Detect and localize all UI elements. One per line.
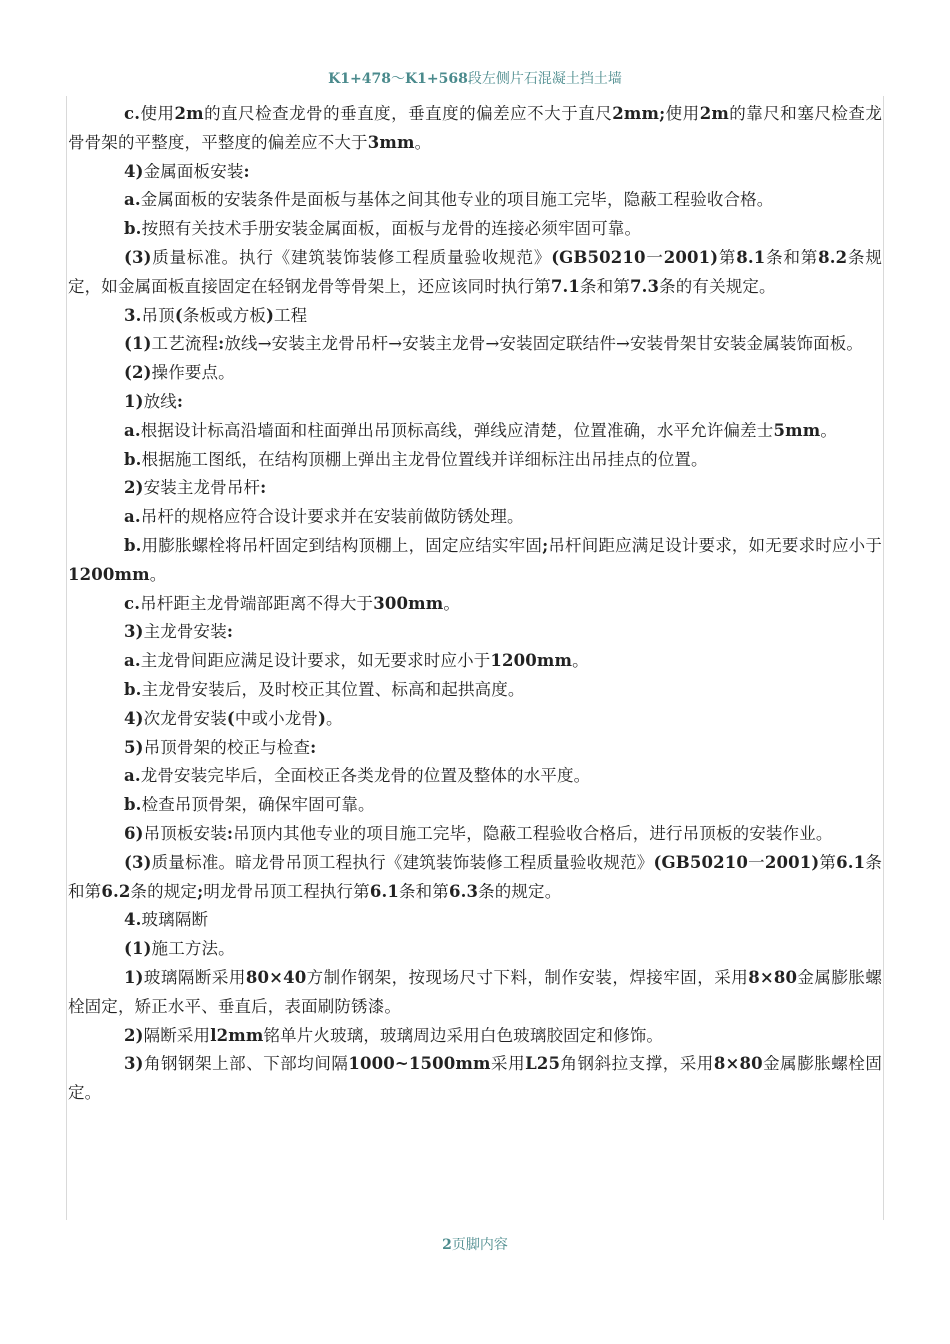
paragraph: (3)质量标准。暗龙骨吊顶工程执行《建筑装饰装修工程质量验收规范》(GB50210一2001)第6.1条和第6.2条的规定;明龙骨吊顶工程执行第6.1条和第6.3条的规定。 [68,852,882,901]
paragraph: b.按照有关技术手册安装金属面板，面板与龙骨的连接必须牢固可靠。 [124,219,642,239]
page-header [0,68,950,88]
paragraph: (3)质量标准。执行《建筑装饰装修工程质量验收规范》(GB50210一2001)第8.1条和第8.2条规定，如金属面板直接固定在轻钢龙骨等骨架上，还应该同时执行第7.1条和第7.3条的有关规定。 [68,247,883,296]
paragraph: (1)工艺流程:放线→安装主龙骨吊杆→安装主龙骨→安装固定联结件→安装骨架甘安装金属装饰面板。 [124,334,864,354]
paragraph: 5)吊顶骨架的校正与检查: [124,737,317,757]
header-title: K1+478～K1+568段左侧片石混凝土挡土墙 [328,71,622,87]
paragraph: 3)角钢钢架上部、下部均间隔1000~1500mm采用L25角钢斜拉支撑，采用8×80金属膨胀螺栓固定。 [68,1054,882,1103]
paragraph: c.吊杆距主龙骨端部距离不得大于300mm。 [124,593,460,613]
paragraph: a.龙骨安装完毕后，全面校正各类龙骨的位置及整体的水平度。 [124,766,591,786]
paragraph: 3)主龙骨安装: [124,622,234,642]
paragraph: 4.玻璃隔断 [124,910,209,930]
paragraph: (1)施工方法。 [124,939,235,959]
paragraph: a.主龙骨间距应满足设计要求，如无要求时应小于1200mm。 [124,651,589,671]
paragraph: a.吊杆的规格应符合设计要求并在安装前做防锈处理。 [124,507,524,527]
document-body [68,100,882,1108]
paragraph: 6)吊顶板安装:吊顶内其他专业的项目施工完毕，隐蔽工程验收合格后，进行吊顶板的安装作业。 [124,823,833,843]
paragraph: c.使用2m的直尺检查龙骨的垂直度，垂直度的偏差应不大于直尺2mm;使用2m的靠尺和塞尺检查龙骨骨架的平整度，平整度的偏差应不大于3mm。 [68,104,882,152]
paragraph: a.根据设计标高沿墙面和柱面弹出吊顶标高线，弹线应清楚，位置准确，水平允许偏差士5mm。 [124,420,837,440]
footer-text: 2页脚内容 [442,1237,508,1253]
paragraph: b.检查吊顶骨架，确保牢固可靠。 [124,795,375,815]
paragraph: b.根据施工图纸，在结构顶棚上弹出主龙骨位置线并详细标注出吊挂点的位置。 [124,449,708,469]
paragraph: 1)玻璃隔断采用80×40方制作钢架，按现场尺寸下料，制作安装，焊接牢固，采用8×80金属膨胀螺栓固定，矫正水平、垂直后，表面刷防锈漆。 [68,967,883,1016]
paragraph: 3.吊顶(条板或方板)工程 [124,305,308,325]
paragraph: 4)次龙骨安装(中或小龙骨)。 [124,708,343,728]
paragraph: 1)放线: [124,391,184,411]
paragraph: b.用膨胀螺栓将吊杆固定到结构顶棚上，固定应结实牢固;吊杆间距应满足设计要求，如无要求时应小于1200mm。 [68,535,883,584]
paragraph: 2)隔断采用l2mm铭单片火玻璃，玻璃周边采用白色玻璃胶固定和修饰。 [124,1025,664,1045]
paragraph: 4)金属面板安装: [124,161,250,181]
paragraph: 2)安装主龙骨吊杆: [124,478,267,498]
paragraph: a.金属面板的安装条件是面板与基体之间其他专业的项目施工完毕，隐蔽工程验收合格。 [124,190,774,210]
paragraph: b.主龙骨安装后，及时校正其位置、标高和起拱高度。 [124,679,525,699]
page-footer [0,1234,950,1254]
paragraph: (2)操作要点。 [124,363,235,383]
